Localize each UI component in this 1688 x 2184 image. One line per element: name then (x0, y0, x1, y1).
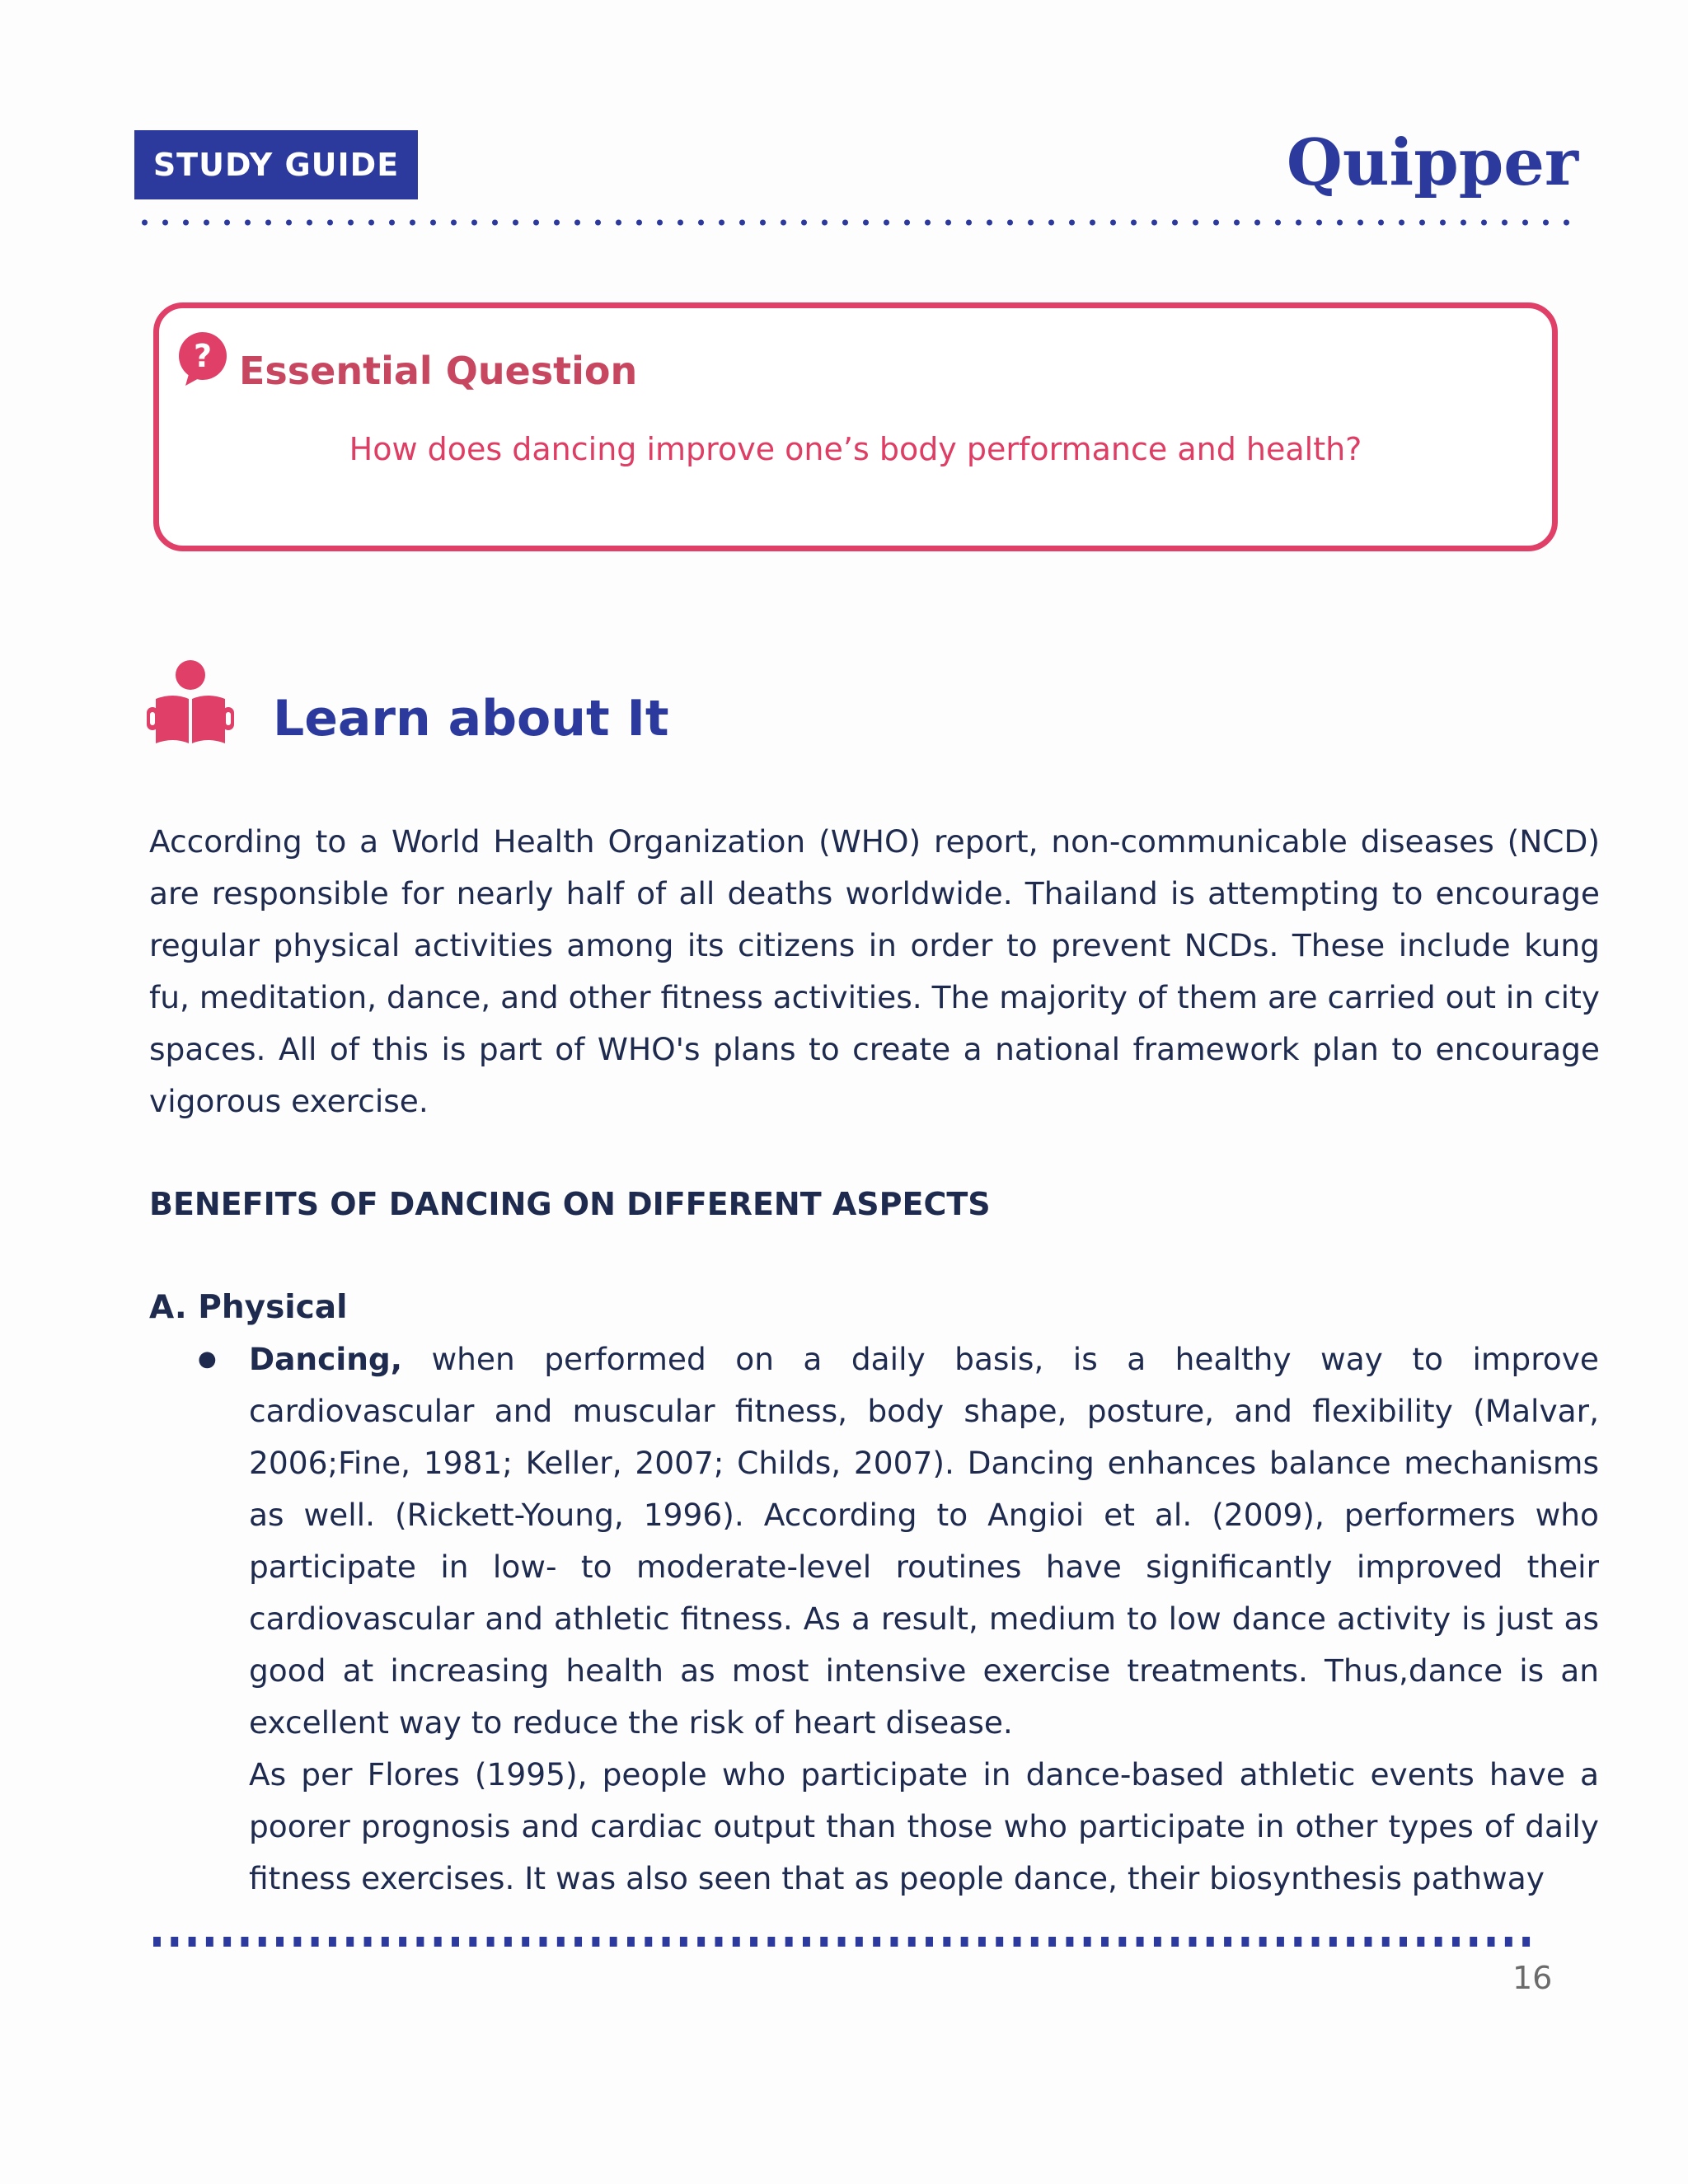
header-divider (134, 218, 1581, 227)
svg-text:?: ? (193, 338, 213, 374)
list-item-text: As per Flores (1995), people who participate in dance-based athletic events have a poorer prognosis and cardiac output than those who participate in other types of daily fitness exercises. It was also seen that as people dance, their biosynthesis pathway (249, 1756, 1599, 1896)
list-item (249, 1333, 1599, 1749)
list-item (249, 1749, 1599, 1905)
subsection-heading: A. Physical (149, 1289, 348, 1326)
essential-question-text: How does dancing improve one’s body performance and health? (349, 431, 1362, 467)
question-bubble-icon (177, 331, 228, 386)
quipper-logo: Quipper (1286, 125, 1578, 200)
list-item-lead: Dancing, (249, 1341, 402, 1377)
page-number: 16 (1512, 1960, 1553, 1996)
essential-question-title: Essential Question (239, 349, 638, 393)
learn-about-it-heading: Learn about It (273, 690, 669, 748)
footer-divider (153, 1937, 1538, 1947)
section-heading: BENEFITS OF DANCING ON DIFFERENT ASPECTS (149, 1186, 991, 1222)
reader-book-icon (145, 659, 236, 750)
study-guide-badge: STUDY GUIDE (134, 130, 418, 199)
list-item-text: when performed on a daily basis, is a healthy way to improve cardiovascular and muscular fitness, body shape, posture, and flexibility (Malvar, 2006;Fine, 1981; Keller, 2007; Childs, 2007). Dancing enhances balance mechanisms as well. (Rickett-Young, 1996). According to Angioi et al. (2009), performers who participate in low- to moderate-level routines have significantly improved their cardiovascular and athletic fitness. As a result, medium to low dance activity is just as good at increasing health as most intensive exercise treatments. Thus,dance is an excellent way to reduce the risk of heart disease. (249, 1341, 1599, 1741)
benefits-list (249, 1333, 1599, 1905)
intro-paragraph: According to a World Health Organization (WHO) report, non-communicable diseases (NCD) are responsible for nearly half of all deaths worldwide. Thailand is attempting to encourage regular physical activities among its citizens in order to prevent NCDs. These include kung fu, meditation, dance, and other fitness activities. The majority of them are carried out in city spaces. All of this is part of WHO's plans to create a national framework plan to encourage vigorous exercise. (149, 823, 1600, 1119)
